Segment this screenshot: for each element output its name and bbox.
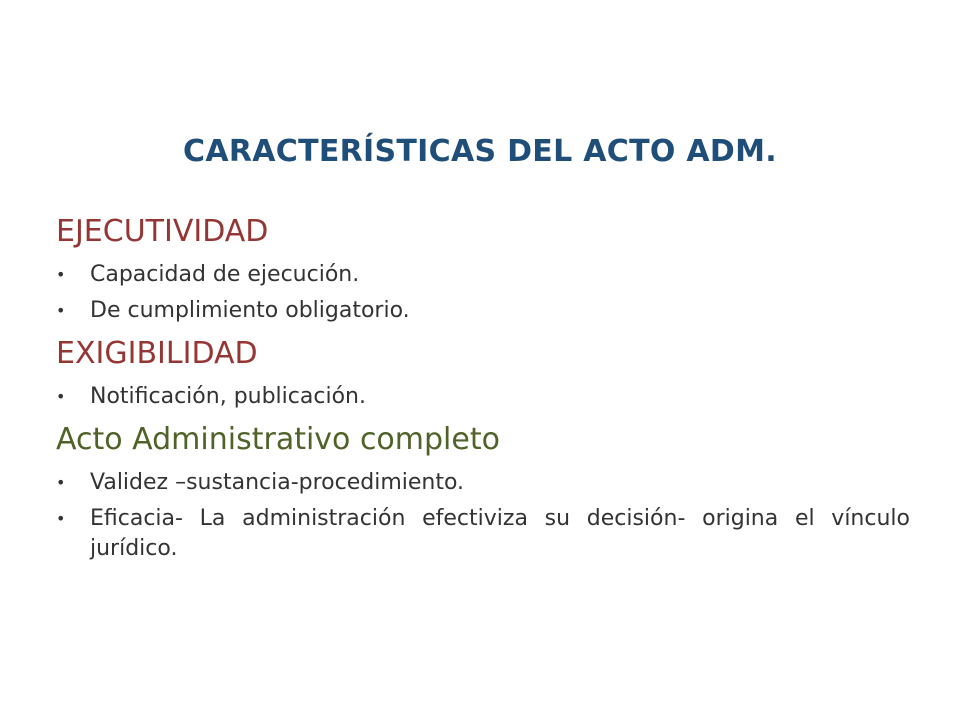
list-item-text: De cumplimiento obligatorio.	[90, 298, 410, 323]
bullet-list-ejecutividad	[56, 260, 910, 326]
bullet-icon: •	[56, 509, 66, 528]
list-item	[56, 260, 910, 290]
list-item-text: Eficacia- La administración efectiviza su decisión- origina el vínculo jurídico.	[90, 506, 910, 561]
list-item	[56, 468, 910, 498]
bullet-icon: •	[56, 387, 66, 406]
section-heading-ejecutividad: EJECUTIVIDAD	[56, 214, 269, 249]
list-item-text: Capacidad de ejecución.	[90, 262, 360, 287]
list-item	[56, 296, 910, 326]
bullet-icon: •	[56, 473, 66, 492]
list-item	[56, 382, 910, 412]
bullet-list-acto-administrativo	[56, 468, 910, 564]
slide-content	[56, 210, 910, 570]
section-heading-acto-administrativo: Acto Administrativo completo	[56, 422, 500, 457]
section-heading-exigibilidad: EXIGIBILIDAD	[56, 336, 258, 371]
bullet-icon: •	[56, 301, 66, 320]
bullet-icon: •	[56, 265, 66, 284]
list-item	[56, 504, 910, 564]
list-item-text: Validez –sustancia-procedimiento.	[90, 470, 465, 495]
bullet-list-exigibilidad	[56, 382, 910, 412]
list-item-text: Notificación, publicación.	[90, 384, 366, 409]
slide-title: CARACTERÍSTICAS DEL ACTO ADM.	[183, 134, 777, 169]
